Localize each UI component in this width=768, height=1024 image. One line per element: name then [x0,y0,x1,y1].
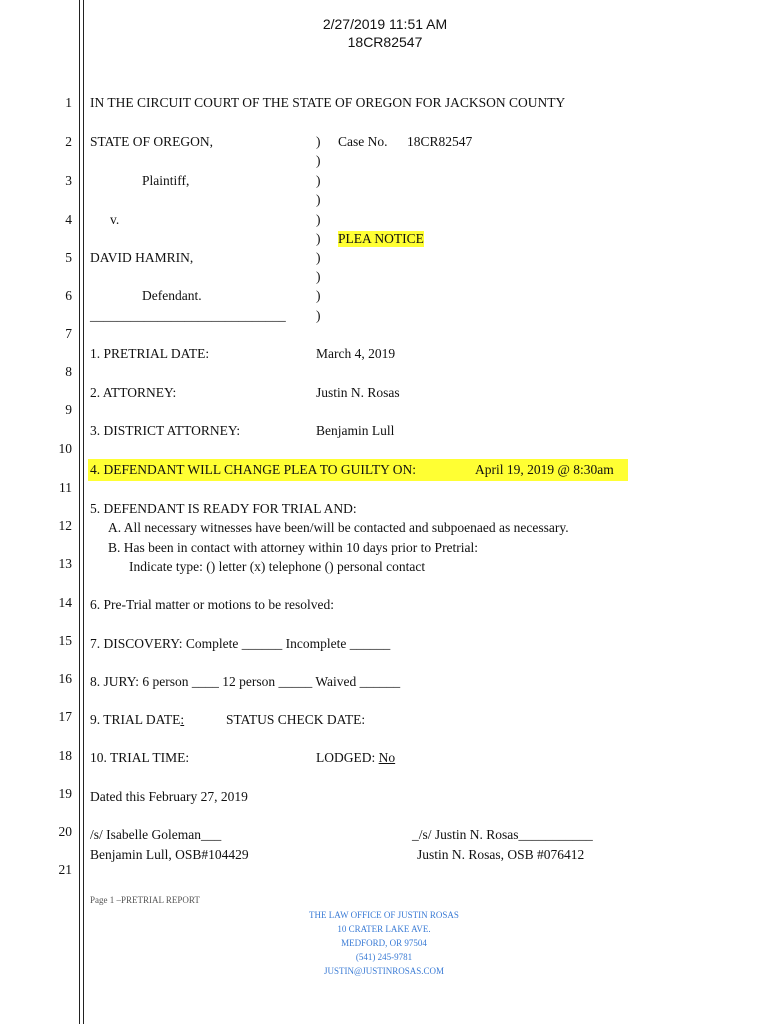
right-signer-name: Justin N. Rosas, OSB #076412 [417,847,585,862]
versus: v. [110,212,120,227]
trial-date-label [90,712,184,728]
attorney-value: Justin N. Rosas [316,385,400,400]
ready-for-trial-a: A. All necessary witnesses have been/will be contacted and subpoenaed as necessary. [108,520,569,535]
trial-date-colon: : [180,712,185,727]
district-attorney-label: 3. DISTRICT ATTORNEY: [90,423,241,438]
footer-email[interactable]: JUSTIN@JUSTINROSAS.COM [323,966,445,976]
line-number: 9 [65,402,72,417]
footer-address-line2: MEDFORD, OR 97504 [341,938,427,948]
footer-address-line1: 10 CRATER LAKE AVE. [337,924,431,934]
plea-change-row [88,459,628,481]
pretrial-date-value: March 4, 2019 [316,346,396,361]
line-number: 8 [65,364,72,379]
case-number-label: Case No. [338,134,388,149]
line-number: 19 [58,786,72,801]
footer-office: THE LAW OFFICE OF JUSTIN ROSAS [309,910,459,920]
line-number: 17 [58,709,72,724]
document-title: PLEA NOTICE [338,231,424,246]
trial-time-label: 10. TRIAL TIME: [90,750,190,765]
lodged-value: No [378,750,396,765]
line-number: 21 [58,862,72,877]
page-label: Page 1 –PRETRIAL REPORT [90,895,200,905]
line-number: 5 [65,250,72,265]
caption-paren: ) [316,308,321,323]
left-signer-name: Benjamin Lull, OSB#104429 [90,847,249,862]
footer-phone: (541) 245-9781 [355,952,413,962]
left-signature: /s/ Isabelle Goleman___ [90,827,222,842]
line-number: 10 [58,441,72,456]
caption-paren: ) [316,269,321,284]
plaintiff-name: STATE OF OREGON, [90,134,214,149]
caption-paren: ) [316,173,321,188]
header-timestamp: 2/27/2019 11:51 AM [322,16,448,32]
plea-change-label: 4. DEFENDANT WILL CHANGE PLEA TO GUILTY ON: [90,462,416,477]
jury-line: 8. JURY: 6 person ____ 12 person _____ Waived ______ [90,674,401,689]
caption-paren: ) [316,250,321,265]
lodged-label: LODGED: [316,750,379,765]
court-title: IN THE CIRCUIT COURT OF THE STATE OF OREGON FOR JACKSON COUNTY [90,95,566,110]
line-number: 3 [65,173,72,188]
caption-paren: ) [316,153,321,168]
lodged-field [316,750,395,766]
caption-paren: ) [316,134,321,149]
case-number-value: 18CR82547 [407,134,473,149]
line-number: 15 [58,633,72,648]
caption-paren: ) [316,288,321,303]
defendant-name: DAVID HAMRIN, [90,250,194,265]
right-signature: _/s/ Justin N. Rosas___________ [412,827,593,842]
line-number: 14 [58,595,72,610]
pretrial-date-label: 1. PRETRIAL DATE: [90,346,210,361]
line-number: 16 [58,671,72,686]
defendant-role: Defendant. [142,288,202,303]
caption-paren: ) [316,231,321,246]
dated-line: Dated this February 27, 2019 [90,789,248,804]
line-number: 13 [58,556,72,571]
line-number: 4 [65,212,72,227]
pretrial-matters: 6. Pre-Trial matter or motions to be resolved: [90,597,334,612]
status-check-date-label: STATUS CHECK DATE: [226,712,366,727]
header-case-number: 18CR82547 [347,34,423,50]
contact-type: Indicate type: () letter (x) telephone () personal contact [129,559,426,574]
line-number: 12 [58,518,72,533]
margin-rule-left [79,0,80,1024]
line-number: 11 [59,480,72,495]
plaintiff-role: Plaintiff, [142,173,190,188]
trial-date-text: 9. TRIAL DATE [90,712,181,727]
attorney-label: 2. ATTORNEY: [90,385,177,400]
line-number: 20 [58,824,72,839]
margin-rule-right [83,0,84,1024]
line-number: 6 [65,288,72,303]
line-number: 18 [58,748,72,763]
district-attorney-value: Benjamin Lull [316,423,395,438]
caption-paren: ) [316,192,321,207]
line-number: 7 [65,326,72,341]
plea-change-date: April 19, 2019 @ 8:30am [475,462,614,477]
ready-for-trial-label: 5. DEFENDANT IS READY FOR TRIAL AND: [90,501,357,516]
caption-separator: _____________________________ [90,308,286,323]
caption-paren: ) [316,212,321,227]
discovery-line: 7. DISCOVERY: Complete ______ Incomplete ______ [90,636,391,651]
line-number: 2 [65,134,72,149]
line-number: 1 [65,95,72,110]
ready-for-trial-b: B. Has been in contact with attorney within 10 days prior to Pretrial: [108,540,479,555]
